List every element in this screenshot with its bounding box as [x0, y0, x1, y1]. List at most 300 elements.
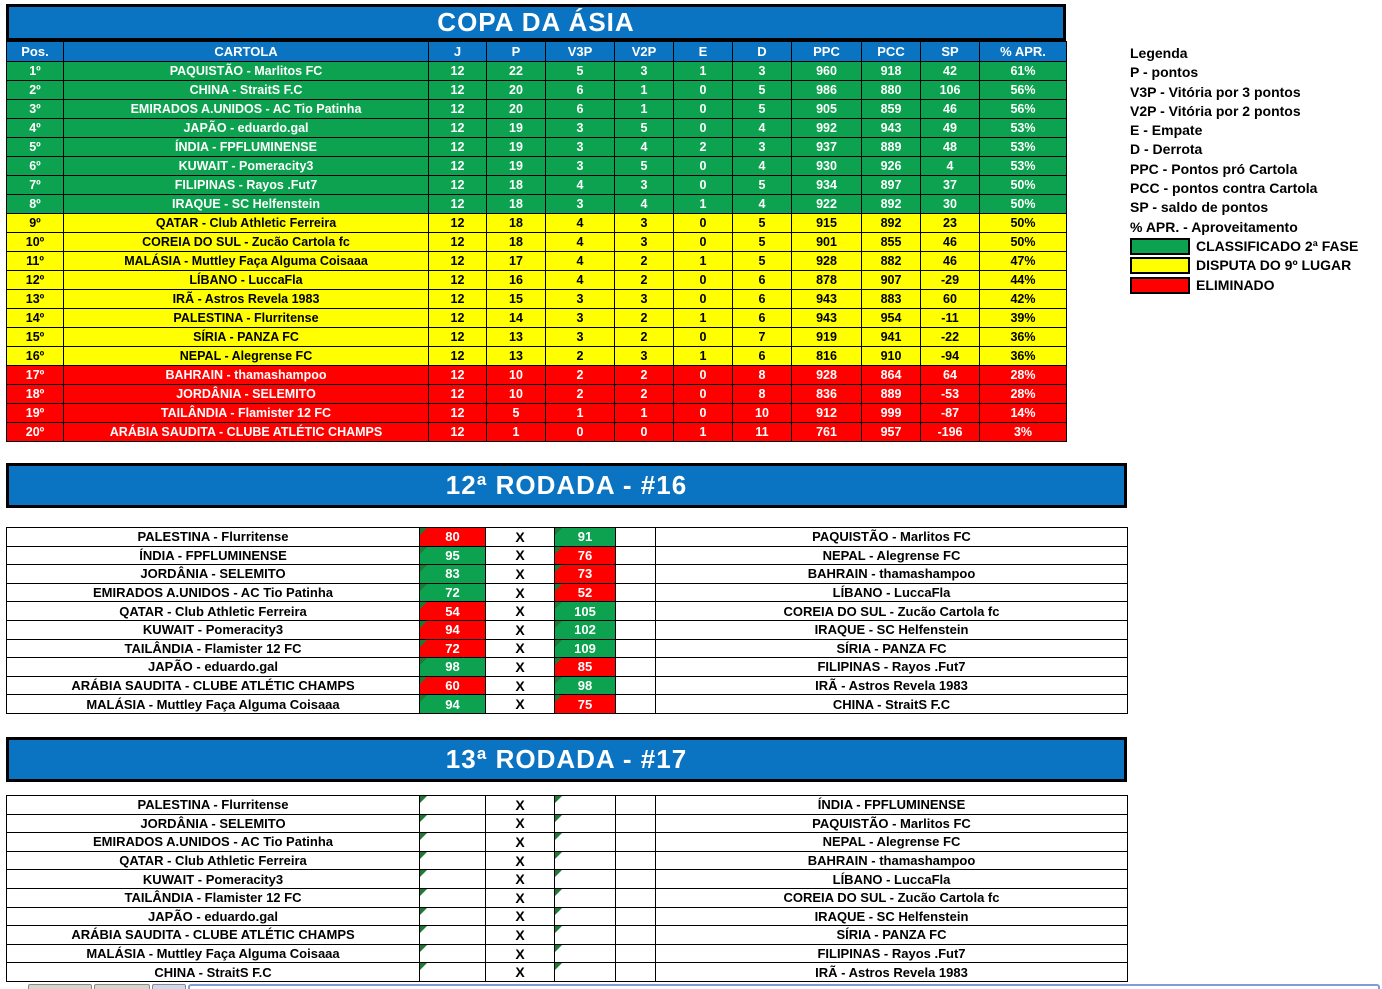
- standings-cell-team[interactable]: TAILÂNDIA - Flamister 12 FC: [64, 404, 429, 423]
- standings-cell-value[interactable]: 39%: [980, 309, 1067, 328]
- versus-cell[interactable]: X: [486, 888, 555, 907]
- standings-cell-value[interactable]: 3: [546, 328, 615, 347]
- standings-cell-value[interactable]: 943: [862, 119, 921, 138]
- home-score-cell[interactable]: 94: [420, 695, 486, 714]
- standings-column-header[interactable]: % APR.: [980, 42, 1067, 62]
- standings-cell-value[interactable]: 4: [615, 138, 674, 157]
- standings-cell-pos[interactable]: 13º: [7, 290, 64, 309]
- standings-cell-team[interactable]: SÍRIA - PANZA FC: [64, 328, 429, 347]
- versus-cell[interactable]: X: [486, 963, 555, 982]
- empty-cell[interactable]: [616, 602, 656, 621]
- away-score-cell[interactable]: 98: [555, 676, 616, 695]
- away-score-cell[interactable]: [555, 796, 616, 815]
- standings-cell-value[interactable]: 1: [615, 404, 674, 423]
- versus-cell[interactable]: X: [486, 546, 555, 565]
- standings-cell-pos[interactable]: 1º: [7, 62, 64, 81]
- standings-cell-value[interactable]: 61%: [980, 62, 1067, 81]
- horizontal-scrollbar[interactable]: [188, 984, 1380, 989]
- standings-cell-value[interactable]: 3: [615, 347, 674, 366]
- standings-cell-value[interactable]: -196: [921, 423, 980, 442]
- away-score-cell[interactable]: 73: [555, 565, 616, 584]
- away-score-cell[interactable]: [555, 907, 616, 926]
- standings-cell-value[interactable]: 0: [674, 81, 733, 100]
- away-team-cell[interactable]: IRAQUE - SC Helfenstein: [656, 620, 1128, 639]
- standings-cell-pos[interactable]: 7º: [7, 176, 64, 195]
- away-score-cell[interactable]: 102: [555, 620, 616, 639]
- standings-cell-pos[interactable]: 17º: [7, 366, 64, 385]
- home-team-cell[interactable]: ARÁBIA SAUDITA - CLUBE ATLÉTIC CHAMPS: [7, 676, 420, 695]
- sheet-tab[interactable]: [94, 984, 150, 989]
- standings-cell-pos[interactable]: 8º: [7, 195, 64, 214]
- away-score-cell[interactable]: [555, 963, 616, 982]
- standings-cell-pos[interactable]: 18º: [7, 385, 64, 404]
- standings-cell-value[interactable]: 10: [733, 404, 792, 423]
- standings-cell-value[interactable]: 855: [862, 233, 921, 252]
- empty-cell[interactable]: [616, 814, 656, 833]
- standings-cell-value[interactable]: 3: [615, 233, 674, 252]
- home-score-cell[interactable]: [420, 907, 486, 926]
- standings-cell-value[interactable]: 3: [615, 62, 674, 81]
- standings-cell-value[interactable]: 1: [674, 309, 733, 328]
- standings-cell-value[interactable]: 4: [546, 252, 615, 271]
- standings-cell-value[interactable]: 6: [733, 347, 792, 366]
- standings-cell-team[interactable]: NEPAL - Alegrense FC: [64, 347, 429, 366]
- empty-cell[interactable]: [616, 926, 656, 945]
- versus-cell[interactable]: X: [486, 565, 555, 584]
- standings-cell-value[interactable]: 12: [429, 309, 487, 328]
- standings-cell-value[interactable]: 5: [733, 176, 792, 195]
- standings-cell-value[interactable]: 50%: [980, 233, 1067, 252]
- standings-cell-value[interactable]: 2: [674, 138, 733, 157]
- home-team-cell[interactable]: PALESTINA - Flurritense: [7, 528, 420, 547]
- standings-cell-value[interactable]: 12: [429, 119, 487, 138]
- away-score-cell[interactable]: [555, 814, 616, 833]
- home-team-cell[interactable]: JAPÃO - eduardo.gal: [7, 658, 420, 677]
- home-team-cell[interactable]: TAILÂNDIA - Flamister 12 FC: [7, 639, 420, 658]
- standings-cell-value[interactable]: 12: [429, 252, 487, 271]
- standings-cell-value[interactable]: 46: [921, 252, 980, 271]
- versus-cell[interactable]: X: [486, 926, 555, 945]
- home-team-cell[interactable]: QATAR - Club Athletic Ferreira: [7, 851, 420, 870]
- standings-column-header[interactable]: Pos.: [7, 42, 64, 62]
- standings-cell-value[interactable]: 12: [429, 176, 487, 195]
- standings-column-header[interactable]: D: [733, 42, 792, 62]
- standings-cell-value[interactable]: 960: [792, 62, 862, 81]
- standings-cell-value[interactable]: 56%: [980, 100, 1067, 119]
- standings-cell-value[interactable]: 12: [429, 347, 487, 366]
- home-team-cell[interactable]: CHINA - StraitS F.C: [7, 963, 420, 982]
- away-team-cell[interactable]: CHINA - StraitS F.C: [656, 695, 1128, 714]
- standings-cell-value[interactable]: 50%: [980, 176, 1067, 195]
- standings-cell-value[interactable]: 882: [862, 252, 921, 271]
- away-score-cell[interactable]: 109: [555, 639, 616, 658]
- standings-cell-team[interactable]: EMIRADOS A.UNIDOS - AC Tio Patinha: [64, 100, 429, 119]
- standings-cell-value[interactable]: 816: [792, 347, 862, 366]
- standings-cell-value[interactable]: 992: [792, 119, 862, 138]
- versus-cell[interactable]: X: [486, 833, 555, 852]
- standings-cell-team[interactable]: BAHRAIN - thamashampoo: [64, 366, 429, 385]
- standings-cell-value[interactable]: 1: [674, 347, 733, 366]
- standings-cell-value[interactable]: 3: [733, 62, 792, 81]
- standings-cell-value[interactable]: 1: [674, 252, 733, 271]
- standings-cell-value[interactable]: 60: [921, 290, 980, 309]
- home-score-cell[interactable]: 60: [420, 676, 486, 695]
- home-score-cell[interactable]: [420, 926, 486, 945]
- home-team-cell[interactable]: EMIRADOS A.UNIDOS - AC Tio Patinha: [7, 833, 420, 852]
- standings-cell-value[interactable]: 14%: [980, 404, 1067, 423]
- standings-cell-value[interactable]: 2: [615, 366, 674, 385]
- standings-cell-value[interactable]: 761: [792, 423, 862, 442]
- standings-cell-value[interactable]: 3: [546, 290, 615, 309]
- standings-cell-team[interactable]: ÍNDIA - FPFLUMINENSE: [64, 138, 429, 157]
- standings-cell-team[interactable]: FILIPINAS - Rayos .Fut7: [64, 176, 429, 195]
- standings-cell-value[interactable]: 1: [674, 195, 733, 214]
- standings-cell-value[interactable]: 910: [862, 347, 921, 366]
- standings-cell-value[interactable]: 50%: [980, 214, 1067, 233]
- versus-cell[interactable]: X: [486, 851, 555, 870]
- standings-cell-value[interactable]: 28%: [980, 366, 1067, 385]
- standings-cell-pos[interactable]: 3º: [7, 100, 64, 119]
- standings-cell-value[interactable]: -11: [921, 309, 980, 328]
- versus-cell[interactable]: X: [486, 602, 555, 621]
- standings-cell-value[interactable]: 37: [921, 176, 980, 195]
- standings-cell-value[interactable]: 889: [862, 385, 921, 404]
- standings-cell-team[interactable]: LÍBANO - LuccaFla: [64, 271, 429, 290]
- standings-cell-value[interactable]: 1: [615, 100, 674, 119]
- standings-cell-value[interactable]: 3: [615, 290, 674, 309]
- home-score-cell[interactable]: 72: [420, 639, 486, 658]
- versus-cell[interactable]: X: [486, 944, 555, 963]
- home-score-cell[interactable]: [420, 814, 486, 833]
- standings-cell-value[interactable]: 15: [487, 290, 546, 309]
- standings-cell-value[interactable]: 13: [487, 347, 546, 366]
- standings-cell-value[interactable]: 889: [862, 138, 921, 157]
- standings-cell-value[interactable]: 0: [615, 423, 674, 442]
- standings-cell-value[interactable]: 4: [733, 119, 792, 138]
- away-team-cell[interactable]: BAHRAIN - thamashampoo: [656, 565, 1128, 584]
- standings-cell-value[interactable]: 12: [429, 233, 487, 252]
- standings-cell-value[interactable]: 53%: [980, 157, 1067, 176]
- standings-cell-value[interactable]: 36%: [980, 328, 1067, 347]
- standings-cell-value[interactable]: 2: [615, 309, 674, 328]
- away-score-cell[interactable]: 91: [555, 528, 616, 547]
- away-score-cell[interactable]: [555, 833, 616, 852]
- standings-cell-value[interactable]: 883: [862, 290, 921, 309]
- away-score-cell[interactable]: [555, 926, 616, 945]
- standings-cell-value[interactable]: 49: [921, 119, 980, 138]
- standings-cell-value[interactable]: 7: [733, 328, 792, 347]
- standings-cell-value[interactable]: 907: [862, 271, 921, 290]
- standings-cell-team[interactable]: QATAR - Club Athletic Ferreira: [64, 214, 429, 233]
- away-score-cell[interactable]: 105: [555, 602, 616, 621]
- standings-cell-value[interactable]: 20: [487, 81, 546, 100]
- standings-cell-value[interactable]: 42%: [980, 290, 1067, 309]
- away-score-cell[interactable]: 85: [555, 658, 616, 677]
- home-team-cell[interactable]: MALÁSIA - Muttley Faça Alguma Coisaaa: [7, 695, 420, 714]
- versus-cell[interactable]: X: [486, 583, 555, 602]
- standings-cell-value[interactable]: 943: [792, 309, 862, 328]
- standings-cell-value[interactable]: 3: [546, 195, 615, 214]
- standings-cell-value[interactable]: 6: [733, 271, 792, 290]
- standings-cell-value[interactable]: 18: [487, 214, 546, 233]
- standings-cell-value[interactable]: 30: [921, 195, 980, 214]
- standings-cell-value[interactable]: 13: [487, 328, 546, 347]
- standings-cell-team[interactable]: JORDÂNIA - SELEMITO: [64, 385, 429, 404]
- standings-cell-value[interactable]: 2: [615, 328, 674, 347]
- standings-cell-team[interactable]: JAPÃO - eduardo.gal: [64, 119, 429, 138]
- home-score-cell[interactable]: [420, 944, 486, 963]
- standings-cell-value[interactable]: 12: [429, 423, 487, 442]
- standings-cell-value[interactable]: 892: [862, 214, 921, 233]
- standings-cell-value[interactable]: 5: [615, 119, 674, 138]
- standings-cell-value[interactable]: 3: [546, 309, 615, 328]
- home-score-cell[interactable]: 98: [420, 658, 486, 677]
- standings-cell-value[interactable]: 6: [546, 81, 615, 100]
- standings-cell-value[interactable]: 18: [487, 176, 546, 195]
- standings-cell-value[interactable]: 928: [792, 366, 862, 385]
- versus-cell[interactable]: X: [486, 639, 555, 658]
- standings-cell-value[interactable]: 926: [862, 157, 921, 176]
- standings-cell-pos[interactable]: 14º: [7, 309, 64, 328]
- standings-cell-pos[interactable]: 2º: [7, 81, 64, 100]
- versus-cell[interactable]: X: [486, 658, 555, 677]
- versus-cell[interactable]: X: [486, 676, 555, 695]
- away-score-cell[interactable]: [555, 888, 616, 907]
- standings-column-header[interactable]: V3P: [546, 42, 615, 62]
- standings-cell-value[interactable]: 0: [674, 119, 733, 138]
- home-team-cell[interactable]: JORDÂNIA - SELEMITO: [7, 565, 420, 584]
- standings-cell-value[interactable]: 12: [429, 214, 487, 233]
- empty-cell[interactable]: [616, 658, 656, 677]
- standings-cell-team[interactable]: IRÃ - Astros Revela 1983: [64, 290, 429, 309]
- standings-cell-value[interactable]: -22: [921, 328, 980, 347]
- standings-cell-value[interactable]: 50%: [980, 195, 1067, 214]
- standings-cell-value[interactable]: 836: [792, 385, 862, 404]
- standings-cell-value[interactable]: 10: [487, 385, 546, 404]
- standings-cell-value[interactable]: 999: [862, 404, 921, 423]
- standings-cell-value[interactable]: 5: [615, 157, 674, 176]
- standings-cell-value[interactable]: 19: [487, 119, 546, 138]
- standings-cell-value[interactable]: 12: [429, 195, 487, 214]
- standings-cell-pos[interactable]: 6º: [7, 157, 64, 176]
- standings-column-header[interactable]: E: [674, 42, 733, 62]
- standings-cell-team[interactable]: ARÁBIA SAUDITA - CLUBE ATLÉTIC CHAMPS: [64, 423, 429, 442]
- versus-cell[interactable]: X: [486, 796, 555, 815]
- standings-cell-value[interactable]: 56%: [980, 81, 1067, 100]
- versus-cell[interactable]: X: [486, 870, 555, 889]
- standings-cell-value[interactable]: 901: [792, 233, 862, 252]
- home-score-cell[interactable]: [420, 833, 486, 852]
- standings-column-header[interactable]: PCC: [862, 42, 921, 62]
- standings-cell-value[interactable]: 12: [429, 157, 487, 176]
- standings-cell-value[interactable]: 878: [792, 271, 862, 290]
- home-team-cell[interactable]: PALESTINA - Flurritense: [7, 796, 420, 815]
- standings-cell-value[interactable]: 986: [792, 81, 862, 100]
- empty-cell[interactable]: [616, 851, 656, 870]
- standings-cell-value[interactable]: 2: [615, 252, 674, 271]
- standings-cell-value[interactable]: 48: [921, 138, 980, 157]
- empty-cell[interactable]: [616, 833, 656, 852]
- standings-cell-pos[interactable]: 10º: [7, 233, 64, 252]
- away-team-cell[interactable]: LÍBANO - LuccaFla: [656, 583, 1128, 602]
- standings-cell-value[interactable]: 23: [921, 214, 980, 233]
- standings-cell-value[interactable]: 19: [487, 157, 546, 176]
- standings-cell-value[interactable]: 42: [921, 62, 980, 81]
- standings-cell-value[interactable]: 5: [487, 404, 546, 423]
- standings-cell-value[interactable]: 2: [546, 366, 615, 385]
- standings-cell-pos[interactable]: 12º: [7, 271, 64, 290]
- standings-cell-value[interactable]: 46: [921, 100, 980, 119]
- away-team-cell[interactable]: PAQUISTÃO - Marlitos FC: [656, 528, 1128, 547]
- standings-cell-value[interactable]: 53%: [980, 138, 1067, 157]
- standings-column-header[interactable]: CARTOLA: [64, 42, 429, 62]
- away-team-cell[interactable]: ÍNDIA - FPFLUMINENSE: [656, 796, 1128, 815]
- standings-cell-value[interactable]: 11: [733, 423, 792, 442]
- standings-cell-value[interactable]: 4: [546, 214, 615, 233]
- standings-cell-value[interactable]: 4: [546, 271, 615, 290]
- standings-cell-value[interactable]: 2: [615, 271, 674, 290]
- standings-cell-value[interactable]: -29: [921, 271, 980, 290]
- empty-cell[interactable]: [616, 639, 656, 658]
- standings-column-header[interactable]: SP: [921, 42, 980, 62]
- versus-cell[interactable]: X: [486, 814, 555, 833]
- standings-cell-value[interactable]: 912: [792, 404, 862, 423]
- standings-cell-value[interactable]: -87: [921, 404, 980, 423]
- standings-cell-value[interactable]: 905: [792, 100, 862, 119]
- standings-cell-value[interactable]: 4: [546, 233, 615, 252]
- empty-cell[interactable]: [616, 620, 656, 639]
- away-score-cell[interactable]: 75: [555, 695, 616, 714]
- standings-cell-value[interactable]: 5: [733, 100, 792, 119]
- standings-cell-value[interactable]: 4: [733, 195, 792, 214]
- standings-cell-value[interactable]: 12: [429, 271, 487, 290]
- standings-cell-value[interactable]: 46: [921, 233, 980, 252]
- away-team-cell[interactable]: SÍRIA - PANZA FC: [656, 926, 1128, 945]
- standings-column-header[interactable]: P: [487, 42, 546, 62]
- standings-cell-value[interactable]: 928: [792, 252, 862, 271]
- home-team-cell[interactable]: JORDÂNIA - SELEMITO: [7, 814, 420, 833]
- standings-cell-team[interactable]: CHINA - StraitS F.C: [64, 81, 429, 100]
- away-team-cell[interactable]: FILIPINAS - Rayos .Fut7: [656, 944, 1128, 963]
- standings-cell-value[interactable]: 2: [546, 385, 615, 404]
- away-score-cell[interactable]: [555, 870, 616, 889]
- standings-cell-value[interactable]: 47%: [980, 252, 1067, 271]
- versus-cell[interactable]: X: [486, 695, 555, 714]
- standings-cell-value[interactable]: 4: [921, 157, 980, 176]
- standings-cell-value[interactable]: 0: [674, 100, 733, 119]
- away-team-cell[interactable]: IRAQUE - SC Helfenstein: [656, 907, 1128, 926]
- standings-cell-pos[interactable]: 9º: [7, 214, 64, 233]
- standings-cell-value[interactable]: 12: [429, 138, 487, 157]
- standings-cell-value[interactable]: 1: [546, 404, 615, 423]
- standings-cell-value[interactable]: 0: [674, 176, 733, 195]
- standings-cell-value[interactable]: 5: [733, 233, 792, 252]
- empty-cell[interactable]: [616, 888, 656, 907]
- standings-cell-value[interactable]: 1: [674, 423, 733, 442]
- standings-cell-pos[interactable]: 5º: [7, 138, 64, 157]
- empty-cell[interactable]: [616, 870, 656, 889]
- standings-cell-value[interactable]: 0: [674, 271, 733, 290]
- empty-cell[interactable]: [616, 963, 656, 982]
- away-team-cell[interactable]: NEPAL - Alegrense FC: [656, 546, 1128, 565]
- home-score-cell[interactable]: [420, 870, 486, 889]
- standings-cell-value[interactable]: 36%: [980, 347, 1067, 366]
- standings-cell-value[interactable]: 915: [792, 214, 862, 233]
- standings-cell-team[interactable]: KUWAIT - Pomeracity3: [64, 157, 429, 176]
- standings-cell-value[interactable]: 4: [546, 176, 615, 195]
- sheet-tab[interactable]: [152, 984, 186, 989]
- standings-cell-value[interactable]: 930: [792, 157, 862, 176]
- standings-cell-pos[interactable]: 16º: [7, 347, 64, 366]
- standings-cell-value[interactable]: 10: [487, 366, 546, 385]
- standings-cell-team[interactable]: COREIA DO SUL - Zucão Cartola fc: [64, 233, 429, 252]
- away-team-cell[interactable]: IRÃ - Astros Revela 1983: [656, 963, 1128, 982]
- home-score-cell[interactable]: 80: [420, 528, 486, 547]
- home-team-cell[interactable]: EMIRADOS A.UNIDOS - AC Tio Patinha: [7, 583, 420, 602]
- home-score-cell[interactable]: 94: [420, 620, 486, 639]
- home-team-cell[interactable]: KUWAIT - Pomeracity3: [7, 870, 420, 889]
- standings-cell-value[interactable]: 941: [862, 328, 921, 347]
- empty-cell[interactable]: [616, 796, 656, 815]
- standings-cell-value[interactable]: 880: [862, 81, 921, 100]
- away-team-cell[interactable]: BAHRAIN - thamashampoo: [656, 851, 1128, 870]
- standings-cell-value[interactable]: 1: [615, 81, 674, 100]
- standings-cell-value[interactable]: 12: [429, 404, 487, 423]
- home-score-cell[interactable]: [420, 888, 486, 907]
- home-team-cell[interactable]: TAILÂNDIA - Flamister 12 FC: [7, 888, 420, 907]
- standings-cell-pos[interactable]: 11º: [7, 252, 64, 271]
- standings-cell-value[interactable]: 957: [862, 423, 921, 442]
- home-score-cell[interactable]: 54: [420, 602, 486, 621]
- standings-cell-value[interactable]: 6: [733, 290, 792, 309]
- sheet-tab[interactable]: [28, 984, 92, 989]
- home-score-cell[interactable]: [420, 796, 486, 815]
- standings-cell-value[interactable]: 864: [862, 366, 921, 385]
- standings-cell-value[interactable]: 8: [733, 385, 792, 404]
- standings-cell-value[interactable]: 3: [546, 157, 615, 176]
- standings-column-header[interactable]: V2P: [615, 42, 674, 62]
- away-score-cell[interactable]: [555, 944, 616, 963]
- standings-cell-pos[interactable]: 4º: [7, 119, 64, 138]
- empty-cell[interactable]: [616, 944, 656, 963]
- standings-cell-value[interactable]: 106: [921, 81, 980, 100]
- standings-cell-value[interactable]: -53: [921, 385, 980, 404]
- standings-cell-value[interactable]: 897: [862, 176, 921, 195]
- home-score-cell[interactable]: 83: [420, 565, 486, 584]
- away-score-cell[interactable]: [555, 851, 616, 870]
- empty-cell[interactable]: [616, 528, 656, 547]
- standings-cell-value[interactable]: 0: [674, 366, 733, 385]
- empty-cell[interactable]: [616, 546, 656, 565]
- standings-cell-value[interactable]: 12: [429, 328, 487, 347]
- standings-cell-value[interactable]: 19: [487, 138, 546, 157]
- standings-cell-value[interactable]: -94: [921, 347, 980, 366]
- standings-cell-value[interactable]: 5: [546, 62, 615, 81]
- away-team-cell[interactable]: LÍBANO - LuccaFla: [656, 870, 1128, 889]
- away-team-cell[interactable]: PAQUISTÃO - Marlitos FC: [656, 814, 1128, 833]
- standings-cell-value[interactable]: 3%: [980, 423, 1067, 442]
- standings-cell-value[interactable]: 0: [674, 157, 733, 176]
- home-team-cell[interactable]: ÍNDIA - FPFLUMINENSE: [7, 546, 420, 565]
- standings-column-header[interactable]: J: [429, 42, 487, 62]
- home-team-cell[interactable]: QATAR - Club Athletic Ferreira: [7, 602, 420, 621]
- standings-cell-value[interactable]: 0: [674, 290, 733, 309]
- standings-cell-team[interactable]: PAQUISTÃO - Marlitos FC: [64, 62, 429, 81]
- standings-cell-value[interactable]: 3: [546, 138, 615, 157]
- standings-cell-value[interactable]: 12: [429, 62, 487, 81]
- versus-cell[interactable]: X: [486, 620, 555, 639]
- standings-cell-value[interactable]: 22: [487, 62, 546, 81]
